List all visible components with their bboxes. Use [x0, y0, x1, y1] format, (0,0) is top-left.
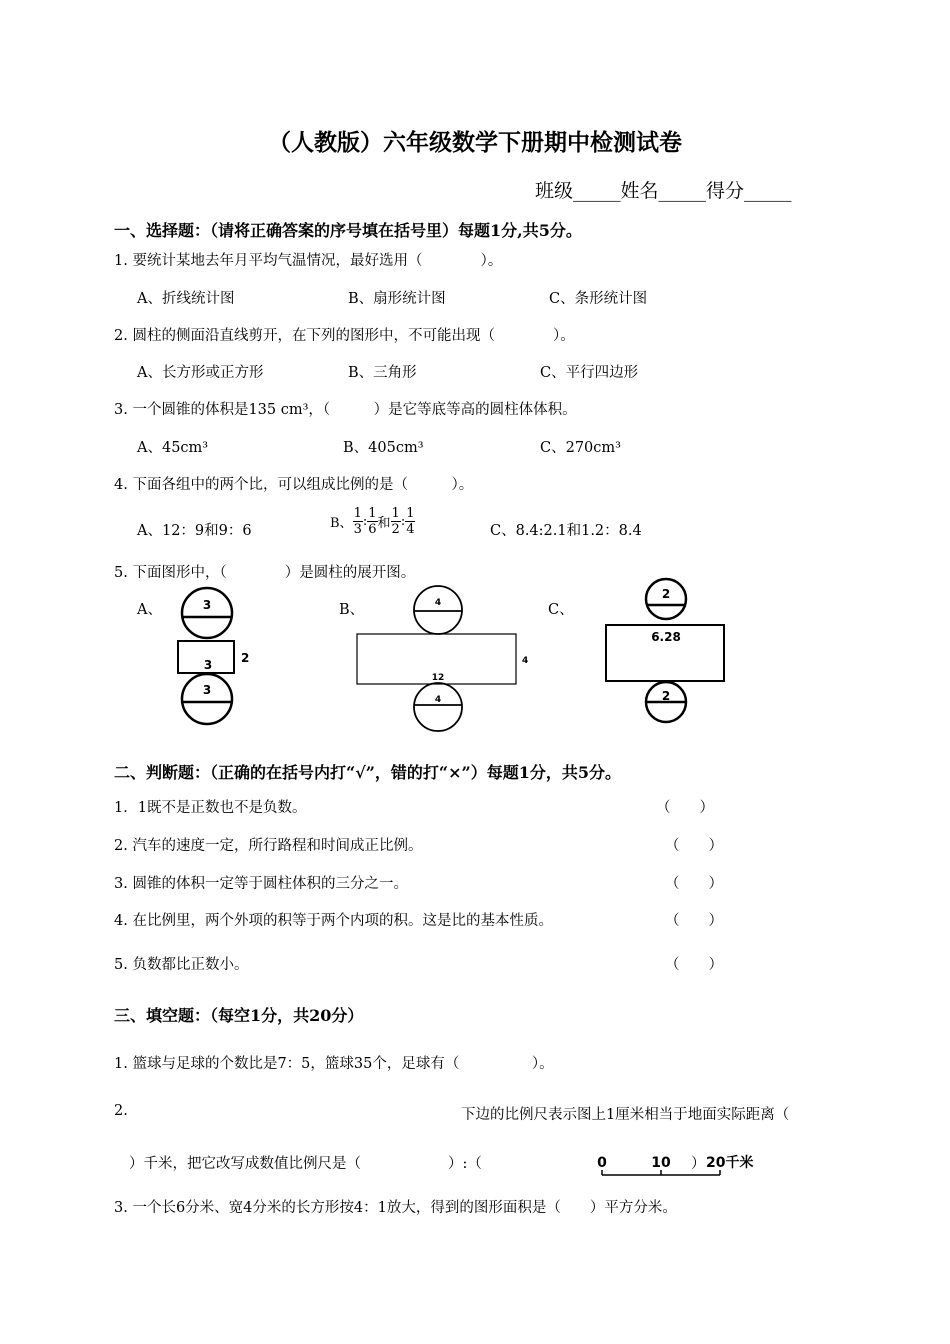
s3-q1: 1. 篮球与足球的个数比是7：5，篮球35个，足球有（ ）。 [114, 1056, 554, 1072]
s1-q3-option-c: C、270cm³ [540, 440, 621, 456]
s1-q4-stem: 4. 下面各组中的两个比，可以组成比例的是（ ）。 [114, 477, 474, 493]
s1-q2-stem: 2. 圆柱的侧面沿直线剪开，在下列的图形中，不可能出现（ ）。 [114, 328, 575, 344]
s1-q2-option-b: B、三角形 [348, 365, 417, 381]
s3-q3: 3. 一个长6分米、宽4分米的长方形按4：1放大，得到的图形面积是（ ）平方分米。 [114, 1200, 677, 1216]
s1-q5-option-b: B、 [339, 602, 365, 618]
s1-q4-option-c: C、8.4:2.1和1.2：8.4 [490, 523, 642, 539]
fig-b-top-label: 4 [434, 598, 442, 608]
s1-q1-option-c: C、条形统计图 [549, 291, 648, 307]
fraction-2: $\frac{1}{6}$ [368, 506, 377, 537]
student-info-line: 班级_____姓名_____得分_____ [535, 180, 792, 202]
s2-item-5-bracket: （ ） [665, 957, 723, 973]
fig-a-rect-label: 3 [203, 658, 213, 672]
section3-heading: 三、填空题：（每空1分，共20分） [114, 1006, 364, 1025]
s2-item-5: 5. 负数都比正数小。 [114, 957, 249, 973]
s3-q2-close-bracket: ） [691, 1156, 706, 1172]
fig-c-top-label: 2 [661, 587, 671, 601]
fig-b-bottom-label: 4 [434, 695, 442, 705]
s2-item-4-bracket: （ ） [665, 913, 723, 929]
s1-q3-option-b: B、405cm³ [343, 440, 424, 456]
s1-q3-stem: 3. 一个圆锥的体积是135 cm³，（ ）是它等底等高的圆柱体体积。 [114, 402, 577, 418]
scale-bar [590, 1148, 770, 1184]
section2-heading: 二、判断题：（正确的在括号内打“√”，错的打“×”）每题1分，共5分。 [114, 763, 622, 782]
s1-q1-option-b: B、扇形统计图 [348, 291, 446, 307]
page-title: （人教版）六年级数学下册期中检测试卷 [268, 129, 682, 156]
cylinder-net-figure-a [170, 585, 260, 730]
s1-q2-option-c: C、平行四边形 [540, 365, 639, 381]
s1-q5-option-a: A、 [137, 602, 162, 618]
s2-item-1: 1．1既不是正数也不是负数。 [114, 800, 307, 816]
fraction-1: $\frac{1}{3}$ [353, 506, 362, 537]
s1-q1-option-a: A、折线统计图 [137, 291, 235, 307]
cylinder-net-figure-c [600, 575, 730, 730]
fig-c-bottom-label: 2 [661, 689, 671, 703]
fig-b-rect-label: 12 [431, 673, 445, 683]
s3-q2-line2: ）千米，把它改写成数值比例尺是（ ）:（ [129, 1156, 482, 1172]
s2-item-2-bracket: （ ） [665, 838, 723, 854]
option-b-label: B、 [330, 516, 353, 531]
fig-c-rect-label: 6.28 [651, 630, 681, 644]
s1-q5-option-c: C、 [548, 602, 574, 618]
s1-q3-option-a: A、45cm³ [137, 440, 209, 456]
s2-item-1-bracket: （ ） [656, 800, 714, 816]
s1-q4-option-a: A、12：9和9：6 [137, 523, 252, 539]
scale-label-20: 20千米 [706, 1155, 754, 1171]
fig-a-bottom-label: 3 [202, 683, 212, 697]
s2-item-3-bracket: （ ） [665, 876, 723, 892]
section1-heading: 一、选择题：（请将正确答案的序号填在括号里）每题1分,共5分。 [114, 221, 582, 240]
s1-q1-stem: 1. 要统计某地去年月平均气温情况，最好选用（ ）。 [114, 253, 503, 269]
fraction-3: $\frac{1}{2}$ [391, 506, 400, 537]
s1-q5-stem: 5. 下面图形中，（ ）是圆柱的展开图。 [114, 565, 416, 581]
cylinder-net-figure-b [350, 585, 540, 735]
fig-a-top-label: 3 [202, 598, 212, 612]
s1-q2-option-a: A、长方形或正方形 [137, 365, 264, 381]
s2-item-4: 4. 在比例里，两个外项的积等于两个内项的积。这是比的基本性质。 [114, 913, 553, 929]
fig-b-side-label: 4 [522, 656, 529, 666]
fig-a-side-label: 2 [241, 651, 250, 665]
fraction-4: $\frac{1}{4}$ [406, 506, 415, 537]
s1-q4-option-b: B、 $\frac{1}{3}$ : $\frac{1}{6}$ 和 $\frac{1}{2}$ : $\frac{1}{4}$ [330, 506, 415, 537]
scale-label-0: 0 [597, 1155, 607, 1171]
s3-q2-text-right: 下边的比例尺表示图上1厘米相当于地面实际距离（ [461, 1107, 790, 1123]
scale-label-10: 10 [651, 1155, 671, 1171]
s2-item-2: 2. 汽车的速度一定，所行路程和时间成正比例。 [114, 838, 423, 854]
s3-q2-number: 2. [114, 1103, 128, 1119]
s2-item-3: 3. 圆锥的体积一定等于圆柱体积的三分之一。 [114, 876, 408, 892]
